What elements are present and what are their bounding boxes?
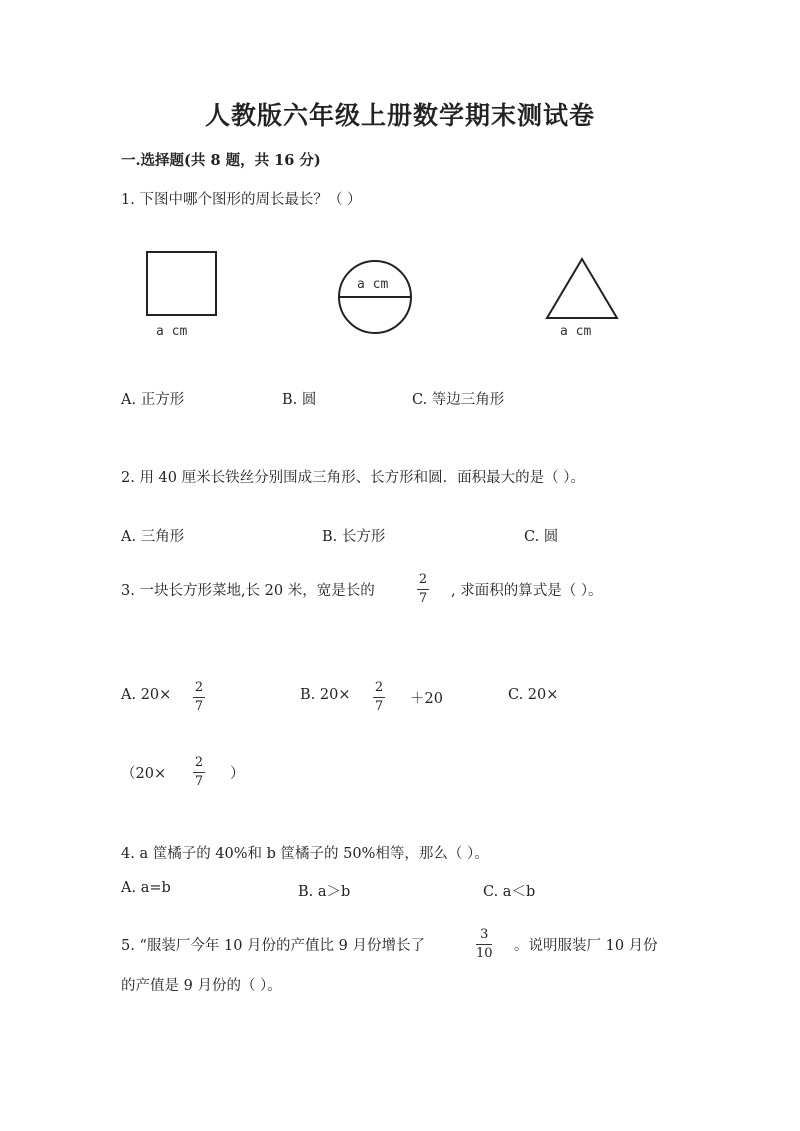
q3-option-b: B. 20× xyxy=(300,687,351,703)
triangle-label: a cm xyxy=(560,324,592,339)
q2-option-c: C. 圆 xyxy=(524,529,559,545)
q3-option-b-suffix: ＋20 xyxy=(410,691,443,707)
fraction-numerator: 2 xyxy=(374,680,384,695)
q2-option-b: B. 长方形 xyxy=(322,529,386,545)
fraction-numerator: 3 xyxy=(480,927,489,942)
question-2-text: 2. 用 40 厘米长铁丝分别围成三角形、长方形和圆．面积最大的是（ ）。 xyxy=(121,470,585,486)
fraction-bar xyxy=(476,944,492,945)
q3-option-a: A. 20× xyxy=(121,687,172,703)
fraction-denominator: 7 xyxy=(194,699,204,714)
question-5-line-2: 的产值是 9 月份的（ ）。 xyxy=(121,978,282,994)
q1-option-c: C. 等边三角形 xyxy=(412,392,505,408)
section-heading: 一.选择题(共 8 题，共 16 分) xyxy=(121,152,321,169)
q3-option-c: C. 20× xyxy=(508,687,559,703)
question-5-text-tail: 。说明服装厂 10 月份 xyxy=(514,938,658,954)
fraction-bar xyxy=(193,697,205,698)
q5-fraction xyxy=(476,928,493,961)
fraction-denominator: 7 xyxy=(374,699,384,714)
q1-option-b: B. 圆 xyxy=(282,392,317,408)
question-4-text: 4. a 筐橘子的 40%和 b 筐橘子的 50%相等，那么（ ）。 xyxy=(121,846,489,862)
q3-option-a-fraction xyxy=(193,681,205,714)
circle-label: a cm xyxy=(357,277,389,292)
q4-option-a: A. a=b xyxy=(121,880,171,896)
fraction-denominator: 7 xyxy=(194,774,204,789)
triangle-figure xyxy=(544,256,620,322)
fraction-bar xyxy=(417,589,429,590)
fraction-bar xyxy=(373,697,385,698)
square-label: a cm xyxy=(156,324,188,339)
circle-figure xyxy=(336,258,414,336)
page-title: 人教版六年级上册数学期末测试卷 xyxy=(204,101,595,130)
question-3-text-tail: , 求面积的算式是（ ）。 xyxy=(451,583,603,599)
fraction-denominator: 7 xyxy=(418,591,428,606)
q1-option-a: A. 正方形 xyxy=(121,392,185,408)
q2-option-a: A. 三角形 xyxy=(121,529,185,545)
fraction-numerator: 2 xyxy=(418,572,428,587)
question-3-text: 3. 一块长方形菜地,长 20 米，宽是长的 xyxy=(121,583,375,599)
square-figure xyxy=(145,250,220,320)
question-1-text: 1. 下图中哪个图形的周长最长？（ ） xyxy=(121,192,362,208)
fraction-bar xyxy=(193,772,205,773)
fraction-numerator: 2 xyxy=(194,680,204,695)
q3-option-c-suffix: ） xyxy=(230,766,245,782)
fraction-numerator: 2 xyxy=(194,755,204,770)
q4-option-b: B. a＞b xyxy=(298,884,351,900)
q3-option-c-continued: （20× xyxy=(121,766,167,782)
fraction-denominator: 10 xyxy=(476,946,493,961)
q3-option-c-fraction xyxy=(193,756,205,789)
q3-option-b-fraction xyxy=(373,681,385,714)
question-5-text: 5. “服装厂今年 10 月份的产值比 9 月份增长了 xyxy=(121,938,425,954)
q3-fraction xyxy=(417,573,429,606)
q4-option-c: C. a＜b xyxy=(483,884,536,900)
